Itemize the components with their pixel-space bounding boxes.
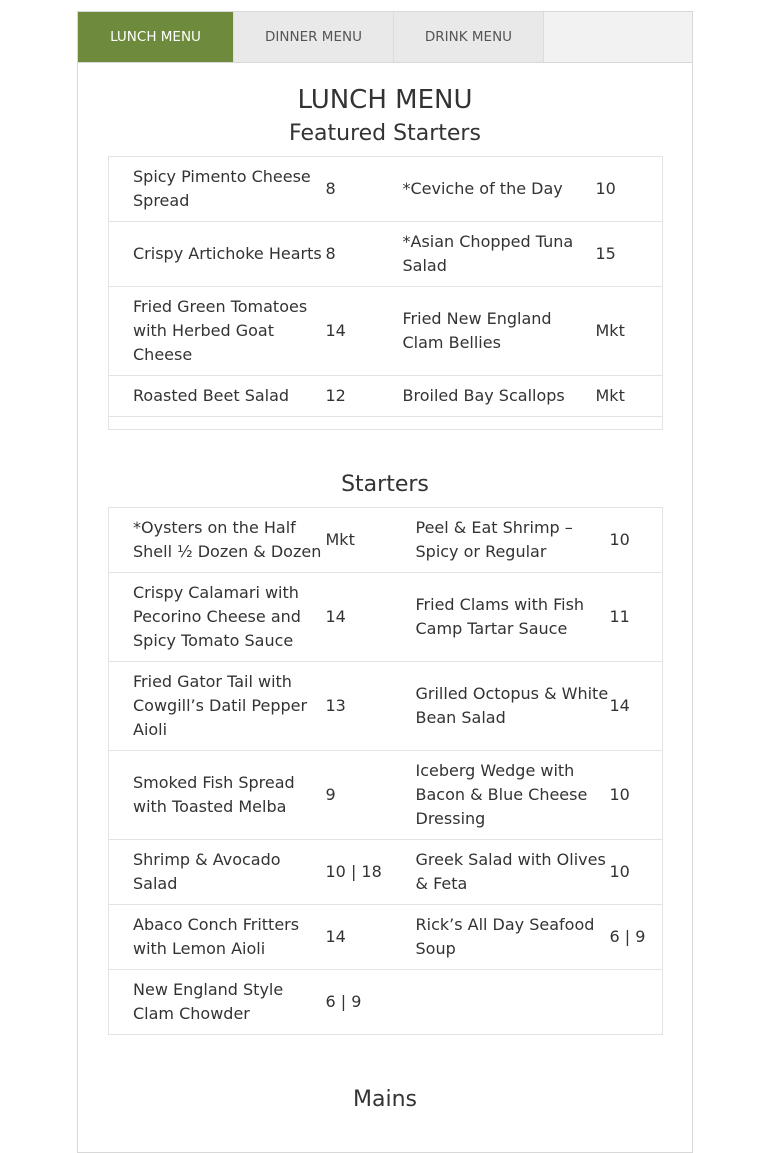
item-name: Shrimp & Avocado Salad — [109, 840, 326, 905]
item-price: 9 — [326, 751, 416, 840]
section-title-mains: Mains — [353, 1087, 417, 1112]
item-price: 8 — [326, 222, 403, 287]
menu-row — [109, 287, 663, 376]
item-name: Broiled Bay Scallops — [403, 376, 596, 417]
item-price: 8 — [325, 179, 336, 198]
item-name: Peel & Eat Shrimp – Spicy or Regular — [415, 518, 573, 561]
item-name: *Ceviche of the Day — [402, 179, 563, 198]
item-price: 10 — [609, 530, 630, 549]
item-price: Mkt — [325, 530, 355, 549]
item-price: 12 — [326, 376, 403, 417]
item-price: Mkt — [596, 376, 663, 417]
item-price: 6 | 9 — [610, 905, 663, 970]
item-name: Grilled Octopus & White Bean Salad — [416, 662, 610, 751]
menu-row — [109, 905, 663, 970]
item-name: *Oysters on the Half Shell ½ Dozen & Dozen — [133, 518, 322, 561]
item-name: Crispy Artichoke Hearts — [109, 222, 326, 287]
item-name: Crispy Calamari with Pecorino Cheese and Spicy Tomato Sauce — [109, 573, 326, 662]
menu-row — [109, 970, 663, 1035]
table-spacer-row — [109, 417, 663, 430]
item-name: Roasted Beet Salad — [109, 376, 326, 417]
section-title-featured-starters: Featured Starters — [289, 121, 481, 146]
menu-row — [109, 508, 663, 573]
menu-tabs — [78, 12, 692, 63]
item-name: Greek Salad with Olives & Feta — [416, 840, 610, 905]
menu-title: LUNCH MENU — [297, 85, 473, 115]
item-name: Iceberg Wedge with Bacon & Blue Cheese Dressing — [416, 751, 610, 840]
item-price: 14 — [326, 573, 416, 662]
menu-row — [109, 662, 663, 751]
item-price: 15 — [596, 222, 663, 287]
starters-table — [108, 507, 663, 1035]
item-name: Rick’s All Day Seafood Soup — [416, 905, 610, 970]
item-price: 14 — [610, 662, 663, 751]
menu-row — [109, 751, 663, 840]
item-name: Abaco Conch Fritters with Lemon Aioli — [109, 905, 326, 970]
item-name: Fried Green Tomatoes with Herbed Goat Cheese — [109, 287, 326, 376]
item-name: Spicy Pimento Cheese Spread — [133, 167, 311, 210]
tab-lunch-menu[interactable]: LUNCH MENU — [78, 12, 234, 62]
menu-row — [109, 376, 663, 417]
item-price: 6 | 9 — [326, 970, 416, 1035]
item-price: 14 — [326, 905, 416, 970]
item-price: Mkt — [596, 287, 663, 376]
item-price: 11 — [610, 573, 663, 662]
tab-drink-menu[interactable]: DRINK MENU — [394, 12, 544, 62]
item-price: 14 — [326, 287, 403, 376]
item-price: 10 | 18 — [326, 840, 416, 905]
item-name: Fried New England Clam Bellies — [403, 287, 596, 376]
item-price: 10 — [610, 840, 663, 905]
menu-row — [109, 840, 663, 905]
tab-dinner-menu[interactable]: DINNER MENU — [234, 12, 394, 62]
item-name — [416, 970, 610, 1035]
item-price: 10 — [595, 179, 616, 198]
menu-row — [109, 222, 663, 287]
menu-panel — [77, 11, 693, 1153]
item-name: *Asian Chopped Tuna Salad — [403, 222, 596, 287]
item-name: Fried Clams with Fish Camp Tartar Sauce — [416, 573, 610, 662]
item-name: Fried Gator Tail with Cowgill’s Datil Pepper Aioli — [109, 662, 326, 751]
section-title-starters: Starters — [341, 472, 429, 497]
item-name: New England Style Clam Chowder — [109, 970, 326, 1035]
table-spacer-cell — [109, 417, 663, 430]
item-price: 13 — [326, 662, 416, 751]
item-name: Smoked Fish Spread with Toasted Melba — [109, 751, 326, 840]
menu-row — [109, 157, 663, 222]
featured-starters-table — [108, 156, 663, 430]
item-price — [610, 970, 663, 1035]
menu-row — [109, 573, 663, 662]
item-price: 10 — [610, 751, 663, 840]
